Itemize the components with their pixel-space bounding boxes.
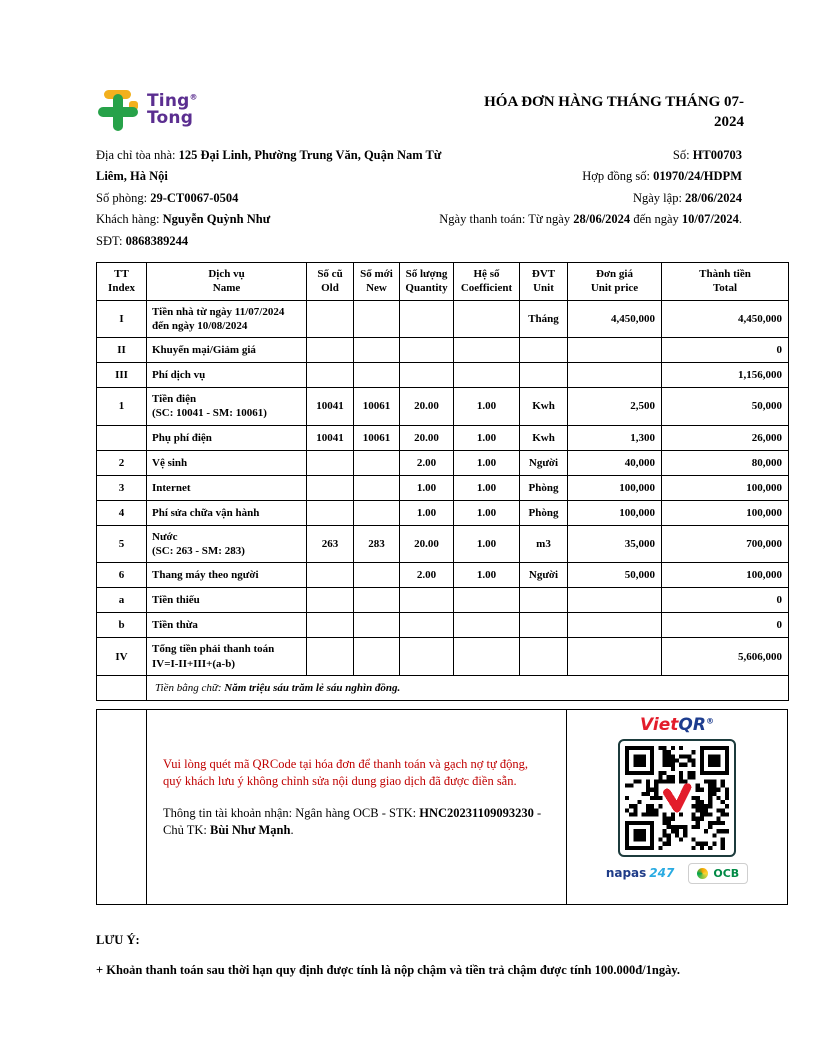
column-header: Đơn giá Unit price xyxy=(568,263,662,301)
table-cell: II xyxy=(97,338,147,363)
table-cell: 4 xyxy=(97,500,147,525)
table-row xyxy=(97,338,789,363)
table-cell: Tiền thừa xyxy=(147,613,307,638)
info-line xyxy=(96,231,451,253)
table-cell: 0 xyxy=(662,338,789,363)
table-head xyxy=(97,263,789,301)
table-cell: 100,000 xyxy=(662,500,789,525)
text-segment: HT00703 xyxy=(692,147,742,162)
info-line xyxy=(96,188,451,210)
footer-notes xyxy=(96,933,788,978)
table-cell xyxy=(307,363,354,388)
info-line xyxy=(96,145,451,188)
table-cell xyxy=(520,363,568,388)
text-segment: Khách hàng: xyxy=(96,212,163,226)
table-cell: 10061 xyxy=(354,388,400,426)
text-segment: Số phòng: xyxy=(96,190,151,205)
text-segment: 01970/24/HDPM xyxy=(653,169,742,183)
text-segment: đến ngày xyxy=(630,212,682,226)
table-cell xyxy=(354,500,400,525)
qr-code-frame xyxy=(618,739,736,857)
table-cell: 35,000 xyxy=(568,525,662,563)
table-cell xyxy=(454,638,520,676)
table-cell xyxy=(454,300,520,338)
vietqr-logo-part2: QR xyxy=(678,714,706,735)
table-cell: 50,000 xyxy=(568,563,662,588)
table-cell: 20.00 xyxy=(400,525,454,563)
brand-name-line1: Ting xyxy=(147,90,190,111)
text-segment: 0868389244 xyxy=(125,233,189,248)
table-cell: 2.00 xyxy=(400,563,454,588)
text-segment: Ngày lập: xyxy=(632,190,686,205)
napas-logo xyxy=(606,866,675,880)
table-cell xyxy=(454,363,520,388)
table-cell: I xyxy=(97,300,147,338)
ocb-logo xyxy=(688,863,748,884)
info-line xyxy=(439,166,742,188)
table-cell: 50,000 xyxy=(662,388,789,426)
column-header: ĐVT Unit xyxy=(520,263,568,301)
column-header: Dịch vụ Name xyxy=(147,263,307,301)
empty-index-cell xyxy=(97,675,147,700)
tingtong-logo-icon xyxy=(96,88,140,132)
table-cell xyxy=(354,563,400,588)
table-body xyxy=(97,300,789,675)
table-cell: 4,450,000 xyxy=(662,300,789,338)
table-cell xyxy=(568,363,662,388)
table-cell: Nước (SC: 263 - SM: 283) xyxy=(147,525,307,563)
table-cell: 0 xyxy=(662,613,789,638)
table-row xyxy=(97,450,789,475)
qr-code xyxy=(625,746,729,850)
notes-title: LƯU Ý: xyxy=(96,932,140,947)
table-row xyxy=(97,500,789,525)
table-cell xyxy=(520,588,568,613)
table-cell xyxy=(97,425,147,450)
table-cell: 5,606,000 xyxy=(662,638,789,676)
table-cell: 26,000 xyxy=(662,425,789,450)
payment-instructions xyxy=(147,710,567,904)
text-segment: Bùi Như Mạnh xyxy=(210,823,291,838)
payment-index-cell xyxy=(97,710,147,904)
text-segment: Ngày thanh toán: Từ ngày xyxy=(439,212,574,226)
table-cell: III xyxy=(97,363,147,388)
table-cell: 6 xyxy=(97,563,147,588)
table-cell: 2,500 xyxy=(568,388,662,426)
table-cell: Kwh xyxy=(520,425,568,450)
table-cell: 1.00 xyxy=(454,525,520,563)
table-cell: 1,300 xyxy=(568,425,662,450)
table-cell: b xyxy=(97,613,147,638)
table-cell xyxy=(307,563,354,588)
table-cell: IV xyxy=(97,638,147,676)
table-cell: 1.00 xyxy=(454,425,520,450)
table-row xyxy=(97,563,789,588)
text-segment: 29-CT0067-0504 xyxy=(150,190,239,205)
table-cell: Internet xyxy=(147,475,307,500)
info-line xyxy=(439,188,742,210)
charges-table xyxy=(96,262,789,701)
table-cell xyxy=(354,475,400,500)
table-cell: Vệ sinh xyxy=(147,450,307,475)
vietqr-logo-part1: Viet xyxy=(640,714,679,735)
table-cell xyxy=(307,475,354,500)
table-cell: Phòng xyxy=(520,500,568,525)
info-line xyxy=(96,209,451,231)
table-cell: Phí dịch vụ xyxy=(147,363,307,388)
napas-247-text: 247 xyxy=(649,866,675,881)
amount-in-words-value: Năm triệu sáu trăm lẻ sáu nghìn đồng. xyxy=(224,681,401,694)
table-footer xyxy=(97,675,789,700)
registered-mark: ® xyxy=(189,92,198,102)
table-cell: 283 xyxy=(354,525,400,563)
table-cell: 1.00 xyxy=(454,450,520,475)
table-cell xyxy=(307,338,354,363)
table-cell xyxy=(520,638,568,676)
table-cell xyxy=(400,363,454,388)
table-cell: 1.00 xyxy=(454,500,520,525)
table-cell: Tiền điện (SC: 10041 - SM: 10061) xyxy=(147,388,307,426)
table-cell xyxy=(454,338,520,363)
table-cell: 700,000 xyxy=(662,525,789,563)
table-cell: 20.00 xyxy=(400,388,454,426)
table-row xyxy=(97,613,789,638)
table-cell: 1.00 xyxy=(400,500,454,525)
table-cell: 3 xyxy=(97,475,147,500)
table-cell xyxy=(354,613,400,638)
account-info xyxy=(163,805,548,840)
table-cell: Phụ phí điện xyxy=(147,425,307,450)
amount-in-words-label: Tiền bằng chữ: xyxy=(155,681,225,694)
text-segment: Hợp đồng số: xyxy=(582,169,654,183)
table-cell: 0 xyxy=(662,588,789,613)
table-cell xyxy=(454,588,520,613)
column-header: TT Index xyxy=(97,263,147,301)
column-header: Số mới New xyxy=(354,263,400,301)
payment-network-logos xyxy=(606,863,748,884)
table-row xyxy=(97,525,789,563)
text-segment: HNC20231109093230 xyxy=(419,805,534,820)
text-segment: 28/06/2024 xyxy=(685,190,742,205)
payment-section xyxy=(96,709,788,905)
table-cell xyxy=(520,613,568,638)
brand-name-line2: Tong xyxy=(147,108,194,128)
table-cell: 100,000 xyxy=(568,500,662,525)
table-cell: 40,000 xyxy=(568,450,662,475)
header xyxy=(96,88,788,133)
table-cell: 1 xyxy=(97,388,147,426)
table-cell xyxy=(400,300,454,338)
table-cell: Phí sửa chữa vận hành xyxy=(147,500,307,525)
table-cell xyxy=(354,588,400,613)
table-cell: 1.00 xyxy=(400,475,454,500)
table-cell: 2 xyxy=(97,450,147,475)
table-cell xyxy=(307,450,354,475)
tingtong-logo xyxy=(96,88,198,132)
text-segment: Nguyễn Quỳnh Như xyxy=(162,212,271,226)
table-cell: Người xyxy=(520,563,568,588)
amount-in-words-row xyxy=(97,675,789,700)
late-payment-note: + Khoản thanh toán sau thời hạn quy định được tính là nộp chậm và tiền trả chậm được tính 100.000đ/1ngày. xyxy=(96,962,681,977)
invoice-title xyxy=(484,92,744,133)
table-cell xyxy=(307,613,354,638)
table-cell: a xyxy=(97,588,147,613)
table-row xyxy=(97,638,789,676)
invoice-title-line2: 2024 xyxy=(714,114,744,131)
table-cell xyxy=(354,363,400,388)
table-header-row xyxy=(97,263,789,301)
table-cell: Tổng tiền phải thanh toán IV=I-II+III+(a-b) xyxy=(147,638,307,676)
ocb-logo-icon xyxy=(697,868,708,879)
column-header: Số cũ Old xyxy=(307,263,354,301)
invoice-title-line1: HÓA ĐƠN HÀNG THÁNG THÁNG 07- xyxy=(484,94,744,110)
table-cell xyxy=(400,338,454,363)
table-cell: Thang máy theo người xyxy=(147,563,307,588)
brand-name xyxy=(147,90,198,128)
invoice-info xyxy=(96,145,788,253)
table-cell xyxy=(307,500,354,525)
table-cell: Kwh xyxy=(520,388,568,426)
table-cell: 1.00 xyxy=(454,475,520,500)
table-cell: 100,000 xyxy=(662,563,789,588)
table-cell xyxy=(307,588,354,613)
customer-info xyxy=(96,145,451,253)
text-segment: Địa chỉ tòa nhà: xyxy=(96,147,179,162)
table-cell: m3 xyxy=(520,525,568,563)
table-cell: 1.00 xyxy=(454,563,520,588)
table-cell: 2.00 xyxy=(400,450,454,475)
table-cell: 20.00 xyxy=(400,425,454,450)
table-cell: Tháng xyxy=(520,300,568,338)
table-cell xyxy=(354,338,400,363)
text-segment: - Chủ TK: xyxy=(163,805,542,838)
table-cell xyxy=(354,450,400,475)
table-cell: 100,000 xyxy=(568,475,662,500)
table-cell: 5 xyxy=(97,525,147,563)
column-header: Số lượng Quantity xyxy=(400,263,454,301)
text-segment: Số: xyxy=(672,147,693,162)
table-cell: Người xyxy=(520,450,568,475)
table-cell xyxy=(520,338,568,363)
text-segment: SĐT: xyxy=(96,233,126,248)
table-cell: 10061 xyxy=(354,425,400,450)
table-cell: Tiền nhà từ ngày 11/07/2024 đến ngày 10/08/2024 xyxy=(147,300,307,338)
table-cell: 100,000 xyxy=(662,475,789,500)
vietqr-registered-mark: ® xyxy=(705,716,714,726)
table-cell xyxy=(568,338,662,363)
table-cell: 80,000 xyxy=(662,450,789,475)
table-cell xyxy=(568,638,662,676)
table-cell xyxy=(454,613,520,638)
table-cell: 10041 xyxy=(307,425,354,450)
info-line xyxy=(439,209,742,231)
info-line xyxy=(439,145,742,167)
table-cell xyxy=(354,638,400,676)
table-cell: 1,156,000 xyxy=(662,363,789,388)
table-cell xyxy=(400,613,454,638)
text-segment: Thông tin tài khoản nhận: Ngân hàng OCB - STK: xyxy=(163,805,420,820)
table-row xyxy=(97,388,789,426)
table-row xyxy=(97,475,789,500)
qr-panel xyxy=(567,710,787,904)
table-cell: 1.00 xyxy=(454,388,520,426)
table-cell: 263 xyxy=(307,525,354,563)
text-segment: . xyxy=(738,212,742,226)
amount-in-words-cell xyxy=(147,675,789,700)
table-cell: Phòng xyxy=(520,475,568,500)
table-row xyxy=(97,588,789,613)
table-cell: 4,450,000 xyxy=(568,300,662,338)
column-header: Hệ số Coefficient xyxy=(454,263,520,301)
table-cell xyxy=(568,588,662,613)
table-cell xyxy=(307,300,354,338)
table-cell xyxy=(568,613,662,638)
invoice-meta xyxy=(439,145,742,231)
table-cell: 10041 xyxy=(307,388,354,426)
napas-logo-text: napas xyxy=(605,866,647,881)
table-row xyxy=(97,425,789,450)
vietqr-logo xyxy=(640,714,714,735)
column-header: Thành tiền Total xyxy=(662,263,789,301)
text-segment: 28/06/2024 xyxy=(573,212,631,226)
text-segment: 125 Đại Linh, Phường Trung Văn, Quận Nam Từ Liêm, Hà Nội xyxy=(96,147,442,183)
qr-payment-notice: Vui lòng quét mã QRCode tại hóa đơn để thanh toán và gạch nợ tự động, quý khách lưu ý không chỉnh sửa nội dung giao dịch đã được điền sẵn. xyxy=(163,756,529,789)
table-cell xyxy=(354,300,400,338)
table-cell xyxy=(307,638,354,676)
ocb-logo-text: OCB xyxy=(713,866,740,880)
table-cell xyxy=(400,588,454,613)
text-segment: 10/07/2024 xyxy=(681,212,739,226)
table-cell: Tiền thiếu xyxy=(147,588,307,613)
table-cell: Khuyến mại/Giảm giá xyxy=(147,338,307,363)
table-cell xyxy=(400,638,454,676)
table-row xyxy=(97,363,789,388)
table-row xyxy=(97,300,789,338)
text-segment: . xyxy=(290,823,294,838)
